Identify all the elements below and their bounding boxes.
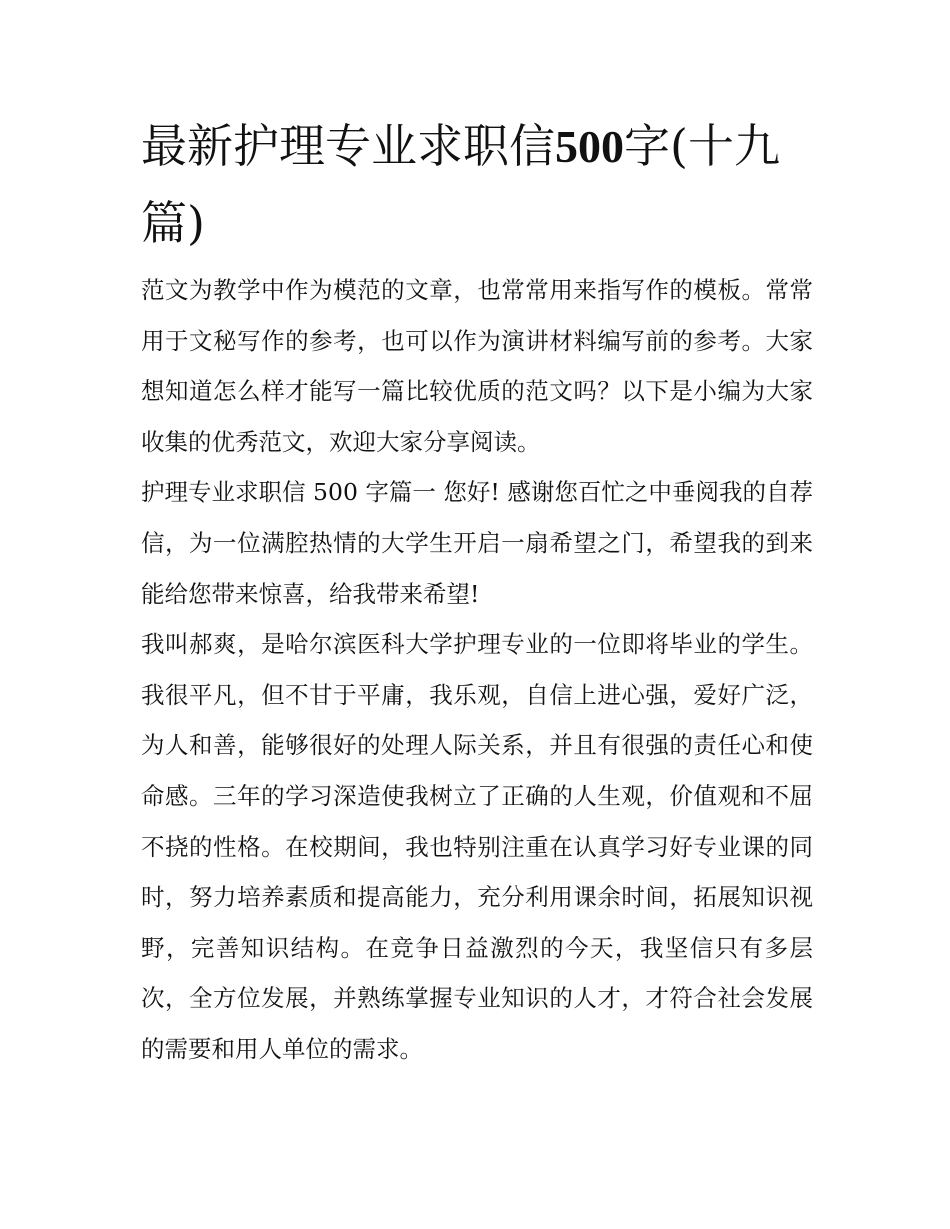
title-number: 500 (555, 121, 624, 172)
document-title (141, 108, 813, 261)
intro-paragraph: 范文为教学中作为模范的文章，也常常用来指写作的模板。常常用于文秘写作的参考，也可以作为演讲材料编写前的参考。大家想知道怎么样才能写一篇比较优质的范文吗？以下是小编为大家收集的优秀范文，欢迎大家分享阅读。 (141, 276, 813, 456)
title-text-part2: 字(十九篇) (141, 119, 780, 250)
document-page (141, 108, 813, 1075)
self-introduction-paragraph: 我叫郝爽，是哈尔滨医科大学护理专业的一位即将毕业的学生。我很平凡，但不甘于平庸，我乐观，自信上进心强，爱好广泛，为人和善，能够很好的处理人际关系，并且有很强的责任心和使命感。三年的学习深造使我树立了正确的人生观，价值观和不屈不挠的性格。在校期间，我也特别注重在认真学习好专业课的同时，努力培养素质和提高能力，充分利用课余时间，拓展知识视野，完善知识结构。在竞争日益激烈的今天，我坚信只有多层次，全方位发展，并熟练掌握专业知识的人才，才符合社会发展的需要和用人单位的需求。 (141, 630, 813, 1063)
title-text-part1: 最新护理专业求职信 (141, 119, 555, 173)
letter-opening-paragraph: 护理专业求职信 500 字篇一 您好! 感谢您百忙之中垂阅我的自荐信，为一位满腔热情的大学生开启一扇希望之门，希望我的到来能给您带来惊喜，给我带来希望! (141, 478, 813, 608)
